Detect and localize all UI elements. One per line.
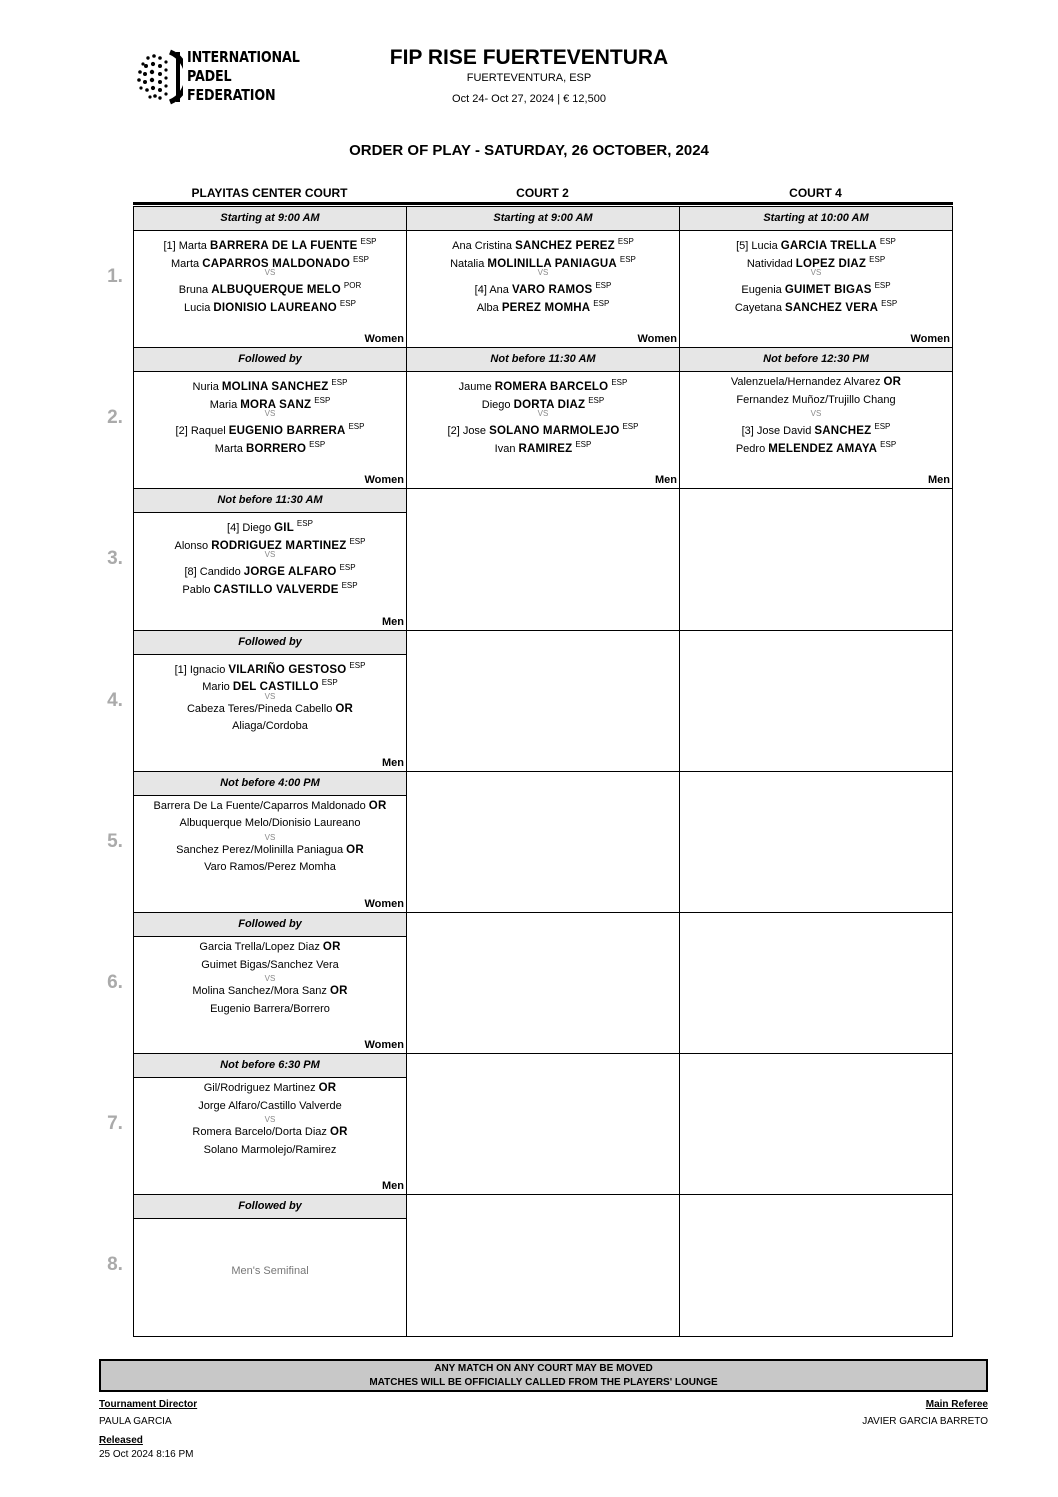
- or-label: OR: [329, 985, 348, 997]
- player-nationality: ESP: [352, 254, 369, 264]
- row-number: 1.: [107, 266, 123, 287]
- player-first-name: Marta: [171, 257, 200, 270]
- player-last-name: SANCHEZ VERA: [785, 301, 879, 314]
- match-cell-court-4: [679, 488, 953, 630]
- match-cell-playitas: [133, 488, 407, 630]
- pair-names: Barrera De La Fuente/Caparros Maldonado: [153, 799, 366, 812]
- player-last-name: MOLINILLA PANIAGUA: [487, 257, 617, 270]
- row-number: 6.: [107, 972, 123, 993]
- team-line: [134, 533, 406, 551]
- versus-label: VS: [264, 1115, 276, 1125]
- player-first-name: Alba: [476, 301, 499, 314]
- notice-line-2: MATCHES WILL BE OFFICIALLY CALLED FROM THE PLAYERS' LOUNGE: [369, 1377, 718, 1388]
- pair-names: Sanchez Perez/Molinilla Paniagua: [176, 843, 344, 856]
- team-line: [407, 295, 679, 313]
- match-cell-playitas: [133, 771, 407, 913]
- player-last-name: ALBUQUERQUE MELO: [211, 284, 341, 296]
- player-nationality: ESP: [881, 298, 898, 308]
- player-nationality: ESP: [611, 378, 628, 388]
- seed: [4]: [474, 284, 487, 296]
- player-first-name: Jose David: [756, 425, 812, 438]
- match-lines: [134, 1080, 406, 1159]
- player-first-name: Mario: [202, 681, 230, 694]
- player-nationality: ESP: [339, 563, 356, 573]
- player-first-name: Eugenia: [741, 284, 782, 296]
- player-nationality: ESP: [349, 536, 366, 546]
- team-line: [134, 842, 406, 860]
- seed: [4]: [227, 522, 240, 535]
- pair-names: Garcia Trella/Lopez Diaz: [199, 941, 320, 953]
- team-line: [134, 798, 406, 816]
- player-last-name: SANCHEZ PEREZ: [515, 240, 615, 252]
- player-nationality: ESP: [296, 519, 313, 529]
- match-lines: [134, 939, 406, 1018]
- versus-label: VS: [264, 974, 276, 983]
- or-label: OR: [883, 376, 902, 389]
- pair-names: Guimet Bigas/Sanchez Vera: [201, 958, 339, 971]
- pair-names: Romera Barcelo/Dorta Diaz: [192, 1126, 327, 1139]
- match-start-time: Not before 11:30 AM: [407, 348, 679, 372]
- player-last-name: RAMIREZ: [518, 442, 573, 455]
- match-start-time: Followed by: [134, 1195, 406, 1219]
- player-first-name: Pablo: [182, 583, 211, 596]
- match-category: Women: [364, 1039, 404, 1052]
- seed: [5]: [736, 240, 749, 252]
- match-cell-court-2: [406, 912, 680, 1054]
- match-lines: [680, 374, 952, 453]
- player-first-name: Jose: [462, 425, 487, 438]
- team-line: [680, 374, 952, 392]
- seed: [2]: [175, 425, 188, 438]
- match-start-time: Not before 11:30 AM: [134, 489, 406, 513]
- match-start-time: Not before 6:30 PM: [134, 1054, 406, 1078]
- match-cell-court-2: [406, 488, 680, 630]
- match-cell-court-2: [406, 1194, 680, 1336]
- team-line: [134, 418, 406, 436]
- match-category: Men: [928, 474, 950, 487]
- player-nationality: ESP: [880, 439, 897, 449]
- player-nationality: ESP: [874, 422, 891, 432]
- versus-label: VS: [810, 409, 822, 419]
- court-notice-banner: [99, 1359, 988, 1392]
- team-line: [134, 1124, 406, 1142]
- player-last-name: MELENDEZ AMAYA: [768, 442, 878, 455]
- or-label: OR: [329, 1126, 348, 1139]
- player-last-name: VILARIÑO GESTOSO: [228, 663, 347, 676]
- pair-names: Varo Ramos/Perez Momha: [204, 861, 336, 874]
- match-category: Women: [364, 474, 404, 487]
- or-label: OR: [346, 843, 364, 856]
- match-start-time: Followed by: [134, 913, 406, 937]
- team-line: [407, 277, 679, 295]
- match-start-time: Starting at 9:00 AM: [134, 207, 406, 231]
- tournament-name: FIP RISE FUERTEVENTURA: [389, 46, 669, 69]
- match-category: Women: [364, 333, 404, 346]
- player-last-name: RODRIGUEZ MARTINEZ: [211, 539, 347, 552]
- player-last-name: SOLANO MARMOLEJO: [489, 425, 620, 438]
- pair-names: Albuquerque Melo/Dionisio Laureano: [179, 817, 361, 830]
- player-nationality: ESP: [314, 395, 331, 405]
- player-last-name: VARO RAMOS: [511, 284, 593, 296]
- player-last-name: DEL CASTILLO: [232, 681, 319, 694]
- versus-label: VS: [537, 268, 549, 277]
- player-nationality: ESP: [874, 281, 891, 290]
- player-nationality: ESP: [619, 254, 636, 264]
- team-line: [407, 418, 679, 436]
- player-last-name: BARRERA DE LA FUENTE: [209, 240, 358, 252]
- team-line: [134, 718, 406, 736]
- row-number: 3.: [107, 548, 123, 570]
- player-nationality: ESP: [331, 378, 348, 388]
- order-of-play-title: ORDER OF PLAY - SATURDAY, 26 OCTOBER, 2024: [349, 142, 709, 159]
- match-start-time: Not before 12:30 PM: [680, 348, 952, 372]
- player-last-name: CASTILLO VALVERDE: [213, 583, 339, 596]
- player-first-name: Marta: [214, 442, 243, 455]
- match-cell-playitas: [133, 1053, 407, 1195]
- player-last-name: DORTA DIAZ: [513, 398, 586, 411]
- player-last-name: GARCIA TRELLA: [780, 240, 877, 252]
- team-line: [134, 277, 406, 295]
- team-line: [134, 859, 406, 877]
- player-first-name: Ivan: [494, 442, 516, 455]
- team-line: [134, 577, 406, 595]
- player-nationality: ESP: [339, 298, 356, 308]
- player-nationality: ESP: [349, 660, 366, 670]
- main-referee-label: Main Referee: [925, 1399, 988, 1410]
- released-label: Released: [99, 1435, 143, 1446]
- main-referee-name: JAVIER GARCIA BARRETO: [862, 1416, 988, 1427]
- seed: [3]: [741, 425, 754, 438]
- player-first-name: Candido: [199, 566, 241, 579]
- player-first-name: Alonso: [174, 539, 209, 552]
- player-last-name: MOLINA SANCHEZ: [221, 381, 329, 394]
- match-lines: [407, 233, 679, 312]
- seed: [1]: [163, 240, 176, 252]
- team-line: [680, 436, 952, 454]
- player-last-name: GUIMET BIGAS: [784, 284, 872, 296]
- match-category: Women: [364, 897, 404, 910]
- player-nationality: ESP: [622, 422, 639, 432]
- player-nationality: ESP: [593, 298, 610, 308]
- match-cell-playitas: [133, 1194, 407, 1336]
- match-lines: [134, 657, 406, 736]
- team-line: [134, 657, 406, 675]
- player-last-name: PEREZ MOMHA: [501, 301, 591, 314]
- logo-line-3: FEDERATION: [187, 86, 276, 104]
- match-category: Men: [382, 756, 404, 769]
- match-lines: [680, 233, 952, 312]
- match-cell-playitas: [133, 630, 407, 772]
- grid-top-rule: [133, 202, 953, 205]
- team-line: [680, 295, 952, 313]
- match-cell-playitas: [133, 912, 407, 1054]
- or-label: OR: [322, 941, 341, 953]
- pair-names: Valenzuela/Hernandez Alvarez: [730, 376, 881, 389]
- tournament-director-name: PAULA GARCIA: [99, 1416, 172, 1427]
- team-line: [680, 251, 952, 269]
- seed: [1]: [174, 663, 187, 676]
- team-line: [134, 1001, 406, 1019]
- row-number: 8.: [107, 1254, 123, 1276]
- team-line: [680, 233, 952, 251]
- player-first-name: Natalia: [450, 257, 485, 270]
- released-timestamp: 25 Oct 2024 8:16 PM: [99, 1449, 194, 1460]
- pair-names: Cabeza Teres/Pineda Cabello: [186, 702, 333, 715]
- pair-names: Solano Marmolejo/Ramirez: [203, 1143, 337, 1156]
- match-start-time: Starting at 9:00 AM: [407, 207, 679, 231]
- player-last-name: LOPEZ DIAZ: [795, 257, 867, 270]
- match-cell-court-4: [679, 206, 953, 348]
- player-nationality: ESP: [617, 237, 634, 246]
- team-line: [407, 392, 679, 410]
- player-last-name: GIL: [274, 522, 294, 535]
- team-line: [134, 559, 406, 577]
- player-first-name: Natividad: [746, 257, 793, 270]
- player-first-name: Lucia: [184, 301, 211, 314]
- match-cell-court-2: [406, 630, 680, 772]
- match-category: Men: [382, 615, 404, 628]
- or-label: OR: [335, 702, 354, 715]
- team-line: [134, 1080, 406, 1098]
- team-line: [134, 1142, 406, 1160]
- player-first-name: Raquel: [190, 425, 226, 438]
- match-note: Men's Semifinal: [231, 1265, 309, 1278]
- player-last-name: ROMERA BARCELO: [494, 381, 609, 394]
- match-category: Men: [382, 1180, 404, 1193]
- match-category: Women: [637, 333, 677, 346]
- player-first-name: Diego: [242, 522, 272, 535]
- match-lines: [407, 374, 679, 453]
- match-cell-playitas: [133, 206, 407, 348]
- versus-label: VS: [264, 550, 276, 560]
- team-line: [134, 436, 406, 454]
- team-line: [407, 251, 679, 269]
- team-line: [134, 983, 406, 1001]
- pair-names: Eugenio Barrera/Borrero: [210, 1002, 330, 1015]
- or-label: OR: [318, 1082, 337, 1095]
- versus-label: VS: [264, 691, 276, 701]
- match-cell-court-2: [406, 1053, 680, 1195]
- player-nationality: ESP: [360, 237, 377, 246]
- court-header-court-4: COURT 4: [789, 186, 842, 200]
- row-number: 7.: [107, 1113, 123, 1135]
- player-first-name: Maria: [209, 398, 238, 411]
- row-number: 2.: [107, 407, 123, 429]
- player-nationality: ESP: [588, 395, 605, 405]
- match-cell-court-4: [679, 912, 953, 1054]
- match-cell-court-4: [679, 630, 953, 772]
- team-line: [407, 436, 679, 454]
- team-line: [134, 374, 406, 392]
- versus-label: VS: [537, 409, 549, 419]
- team-line: [407, 233, 679, 251]
- tournament-location: FUERTEVENTURA, ESP: [466, 72, 592, 84]
- match-cell-court-4: [679, 771, 953, 913]
- team-line: [680, 418, 952, 436]
- player-nationality: ESP: [321, 678, 338, 688]
- versus-label: VS: [810, 268, 822, 277]
- row-number: 5.: [107, 830, 123, 852]
- team-line: [680, 277, 952, 295]
- row-number: 4.: [107, 689, 123, 711]
- player-last-name: CAPARROS MALDONADO: [202, 257, 350, 270]
- court-header-playitas: PLAYITAS CENTER COURT: [191, 186, 348, 200]
- court-header-court-2: COURT 2: [516, 186, 569, 200]
- player-nationality: ESP: [348, 422, 365, 432]
- match-cell-court-2: [406, 206, 680, 348]
- team-line: [134, 251, 406, 269]
- match-cell-court-4: [679, 1194, 953, 1336]
- player-last-name: MORA SANZ: [240, 398, 312, 411]
- team-line: [134, 392, 406, 410]
- player-first-name: Marta: [178, 240, 207, 252]
- pair-names: Aliaga/Cordoba: [232, 720, 308, 733]
- match-cell-playitas: [133, 347, 407, 489]
- player-nationality: ESP: [309, 439, 326, 449]
- player-first-name: Cayetana: [734, 301, 782, 314]
- team-line: [134, 815, 406, 833]
- player-first-name: Bruna: [178, 284, 209, 296]
- notice-line-1: ANY MATCH ON ANY COURT MAY BE MOVED: [434, 1363, 653, 1374]
- player-first-name: Jaume: [458, 381, 492, 394]
- player-first-name: Pedro: [735, 442, 766, 455]
- team-line: [680, 392, 952, 410]
- seed: [8]: [184, 566, 197, 579]
- player-nationality: ESP: [595, 281, 612, 290]
- team-line: [134, 957, 406, 975]
- team-line: [134, 1098, 406, 1116]
- match-start-time: Starting at 10:00 AM: [680, 207, 952, 231]
- match-lines: [134, 515, 406, 594]
- team-line: [134, 701, 406, 719]
- player-nationality: ESP: [575, 439, 592, 449]
- team-line: [134, 515, 406, 533]
- match-category: Men: [655, 474, 677, 487]
- logo-line-1: INTERNATIONAL: [187, 48, 300, 66]
- tournament-director-label: Tournament Director: [99, 1399, 198, 1410]
- seed: [2]: [447, 425, 460, 438]
- match-cell-court-2: [406, 771, 680, 913]
- team-line: [134, 674, 406, 692]
- team-line: [407, 374, 679, 392]
- match-start-time: Not before 4:00 PM: [134, 772, 406, 796]
- pair-names: Molina Sanchez/Mora Sanz: [192, 985, 327, 997]
- player-first-name: Ana: [489, 284, 509, 296]
- match-start-time: Followed by: [134, 631, 406, 655]
- match-cell-court-4: [679, 347, 953, 489]
- match-cell-court-4: [679, 1053, 953, 1195]
- pair-names: Jorge Alfaro/Castillo Valverde: [198, 1099, 342, 1112]
- or-label: OR: [368, 799, 387, 812]
- match-cell-court-2: [406, 347, 680, 489]
- team-line: [134, 295, 406, 313]
- pair-names: Fernandez Muñoz/Trujillo Chang: [736, 393, 896, 406]
- player-last-name: SANCHEZ: [814, 425, 872, 438]
- tournament-dates: Oct 24- Oct 27, 2024 | € 12,500: [452, 93, 606, 105]
- player-last-name: JORGE ALFARO: [243, 566, 337, 579]
- player-last-name: EUGENIO BARRERA: [228, 425, 346, 438]
- player-first-name: Ana Cristina: [452, 240, 513, 252]
- player-nationality: ESP: [869, 254, 886, 264]
- versus-label: VS: [264, 832, 276, 842]
- player-first-name: Diego: [481, 398, 511, 411]
- match-start-time: Followed by: [134, 348, 406, 372]
- player-first-name: Ignacio: [189, 663, 226, 676]
- player-first-name: Nuria: [192, 381, 219, 394]
- player-last-name: DIONISIO LAUREANO: [213, 301, 337, 314]
- player-nationality: ESP: [879, 237, 896, 246]
- team-line: [134, 233, 406, 251]
- match-lines: [134, 798, 406, 877]
- team-line: [134, 939, 406, 957]
- logo-line-2: PADEL: [187, 67, 232, 85]
- pair-names: Gil/Rodriguez Martinez: [203, 1082, 316, 1095]
- player-last-name: BORRERO: [245, 442, 307, 455]
- versus-label: VS: [264, 268, 276, 277]
- player-first-name: Lucia: [751, 240, 778, 252]
- match-lines: [134, 374, 406, 453]
- player-nationality: ESP: [341, 580, 358, 590]
- player-nationality: POR: [343, 281, 362, 290]
- match-lines: [134, 233, 406, 312]
- versus-label: VS: [264, 409, 276, 419]
- match-category: Women: [910, 333, 950, 346]
